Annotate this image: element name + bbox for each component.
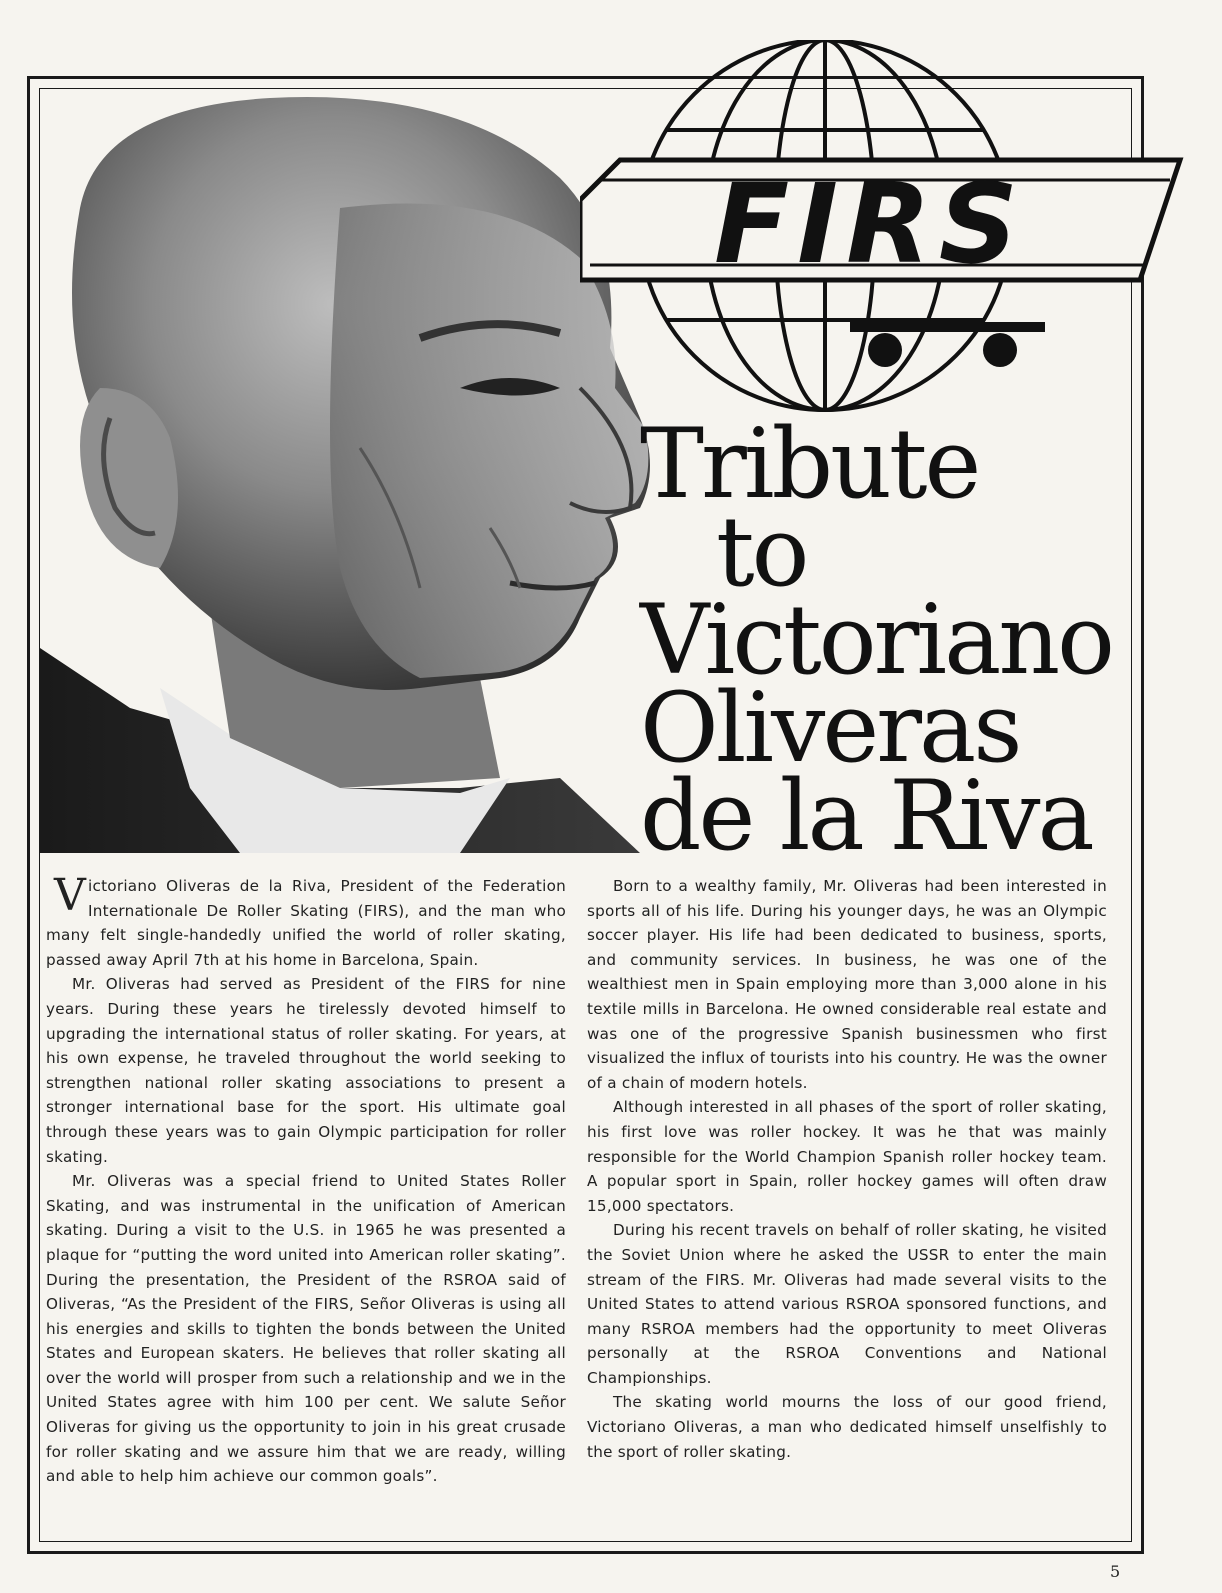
headline bbox=[640, 408, 1140, 872]
article-paragraph: Although interested in all phases of the sport of roller skating, his first love was roller hockey. It was he that was mainly responsible for the World Champion Spanish roller hockey team. A popular sport in Spain, roller hockey games will often draw 15,000 spectators. bbox=[587, 1098, 1107, 1215]
article-paragraph: Born to a wealthy family, Mr. Oliveras had been interested in sports all of his life. During his younger days, he was an Olympic soccer player. His life had been dedicated to business, sports, and community services. In business, he was one of the wealthiest men in Spain employing more than 3,000 alone in his textile mills in Barcelona. He owned considerable real estate and was one of the progressive Spanish businessmen who first visualized the influx of tourists into his country. He was the owner of a chain of modern hotels. bbox=[587, 877, 1107, 1092]
article-paragraph: Mr. Oliveras was a special friend to United States Roller Skating, and was instrumental in the unification of American skating. During a visit to the U.S. in 1965 he was presented a plaque for “putting the word united into American roller skating”. During the presentation, the President of the RSROA said of Oliveras, “As the President of the FIRS, Señor Oliveras is using all his energies and skills to tighten the bonds between the United States and European skaters. He believes that roller skating all over the world will prosper from such a relationship and we in the United States agree with him 100 per cent. We salute Señor Oliveras for giving us the opportunity to join in his great crusade for roller skating and we assure him that we are ready, willing and able to help him achieve our common goals”. bbox=[46, 1172, 566, 1486]
article-paragraph: During his recent travels on behalf of roller skating, he visited the Soviet Union where he asked the USSR to enter the main stream of the FIRS. Mr. Oliveras had made several visits to the United States to attend various RSROA sponsored functions, and many RSROA members had the opportunity to meet Oliveras personally at the RSROA Conventions and National Championships. bbox=[587, 1221, 1107, 1387]
logo-text: FIRS bbox=[714, 160, 1026, 288]
article-column-left bbox=[46, 870, 566, 1489]
firs-logo bbox=[580, 40, 1200, 430]
headline-line-4: Oliveras bbox=[640, 672, 1020, 784]
headline-line-5: de la Riva bbox=[640, 760, 1092, 872]
headline-line-2: to bbox=[716, 496, 807, 608]
article-paragraph: The skating world mourns the loss of our good friend, Victoriano Oliveras, a man who dedicated himself unselfishly to the sport of roller skating. bbox=[587, 1393, 1107, 1461]
headline-line-1: Tribute bbox=[640, 408, 979, 520]
page-number: 5 bbox=[1110, 1562, 1121, 1581]
headline-line-3: Victoriano bbox=[640, 584, 1112, 696]
drop-cap: V bbox=[54, 870, 87, 921]
article-paragraph: Mr. Oliveras had served as President of the FIRS for nine years. During these years he tirelessly devoted himself to upgrading the international status of roller skating. For years, at his own expense, he traveled throughout the world seeking to strengthen national roller skating associations to present a stronger international base for the sport. His ultimate goal through these years was to gain Olympic participation for roller skating. bbox=[46, 975, 566, 1166]
article-column-right bbox=[587, 874, 1107, 1464]
portrait-photo bbox=[40, 88, 660, 853]
article-paragraph: Victoriano Oliveras de la Riva, President of the Federation Internationale De Roller Skating (FIRS), and the man who many felt single-handedly unified the world of roller skating, passed away April 7th at his home in Barcelona, Spain. bbox=[46, 870, 566, 969]
